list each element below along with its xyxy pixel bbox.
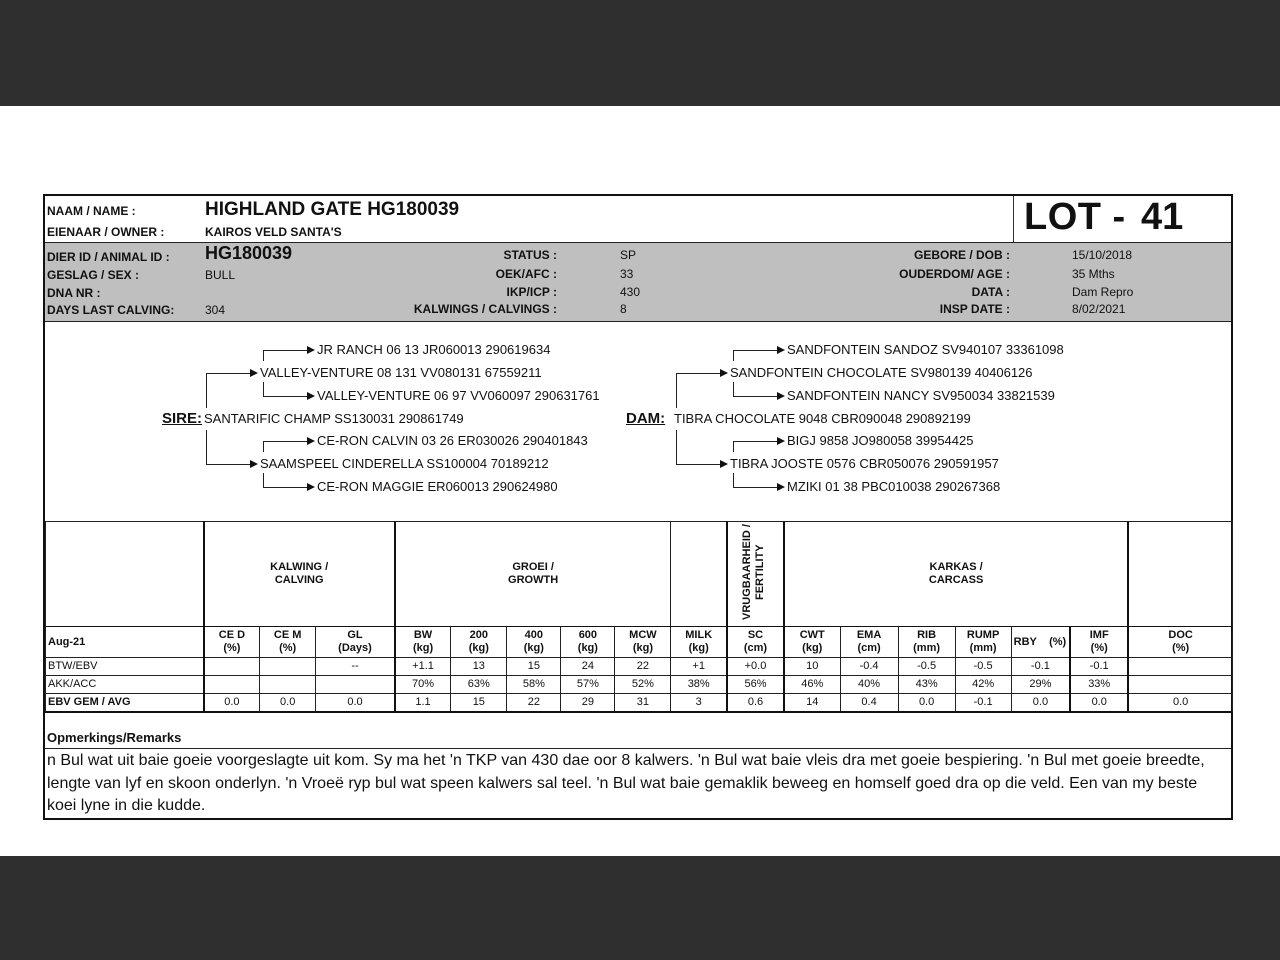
cell: 29 — [561, 694, 615, 713]
cell: +1.1 — [395, 658, 451, 676]
name-label: NAAM / NAME : — [47, 204, 136, 218]
column-header-row — [46, 627, 1233, 658]
icp-label: IKP/ICP : — [506, 285, 557, 299]
insp-date-label: INSP DATE : — [939, 302, 1010, 316]
age-value: 35 Mths — [1072, 267, 1115, 281]
cell: 0.6 — [727, 694, 784, 713]
dna-label: DNA NR : — [47, 286, 101, 300]
pedigree-section — [45, 321, 1231, 520]
sire-label: SIRE: — [162, 410, 203, 427]
row-label: AKK/ACC — [46, 676, 204, 694]
connector-line — [733, 441, 734, 452]
data-value: Dam Repro — [1072, 285, 1134, 299]
col-sc: SC (cm) — [727, 627, 784, 658]
col-imf: IMF (%) — [1070, 627, 1128, 658]
owner-value: KAIROS VELD SANTA'S — [205, 225, 342, 239]
connector-line — [263, 441, 307, 442]
arrow-right-icon — [720, 369, 728, 377]
sire-sire-dam-name: VALLEY-VENTURE 06 97 VV060097 290631761 — [317, 388, 600, 403]
lot-label: LOT - — [1024, 196, 1126, 238]
cell: 56% — [727, 676, 784, 694]
group-header-row — [46, 522, 1233, 627]
cell: 22 — [507, 694, 561, 713]
cell: 43% — [898, 676, 955, 694]
col-ce-d: CE D (%) — [204, 627, 260, 658]
col-rby: RBY (%) — [1011, 627, 1070, 658]
status-value: SP — [620, 248, 637, 262]
sex-label: GESLAG / SEX : — [47, 268, 140, 282]
dam-sire-name: SANDFONTEIN CHOCOLATE SV980139 40406126 — [730, 365, 1033, 380]
cell: 31 — [615, 694, 671, 713]
connector-line — [733, 473, 734, 487]
sire-dam-name: SAAMSPEEL CINDERELLA SS100004 70189212 — [260, 456, 549, 471]
cell: 58% — [507, 676, 561, 694]
arrow-right-icon — [777, 346, 785, 354]
cell: 10 — [784, 658, 840, 676]
arrow-right-icon — [777, 392, 785, 400]
table-row-ebv — [46, 658, 1233, 676]
connector-line — [263, 487, 307, 488]
connector-line — [263, 350, 307, 351]
group-empty-cell — [46, 522, 204, 627]
connector-line — [263, 382, 264, 396]
cell — [1128, 658, 1232, 676]
cell: 15 — [507, 658, 561, 676]
cell: 0.0 — [316, 694, 395, 713]
sire-dam-dam-name: CE-RON MAGGIE ER060013 290624980 — [317, 479, 558, 494]
group-carcass: KARKAS / CARCASS — [784, 522, 1128, 627]
lot-sheet — [43, 194, 1233, 820]
cell: 57% — [561, 676, 615, 694]
cell: -0.4 — [840, 658, 898, 676]
col-600: 600 (kg) — [561, 627, 615, 658]
cell: -0.1 — [1011, 658, 1070, 676]
afc-label: OEK/AFC : — [495, 267, 557, 281]
connector-line — [206, 373, 250, 374]
cell — [1128, 676, 1232, 694]
remarks-text: n Bul wat uit baie goeie voorgeslagte uit kom. Sy ma het 'n TKP van 430 dae oor 8 kalwers. 'n Bul wat baie vleis dra met goeie bespiering. 'n Bul met goeie breedte, lengte van lyf en skoon onderlyn. 'n Vroeë ryp bul wat speen kalwers sal teel. 'n Bul wat baie gemaklik beweeg en homself goed dra op die veld. Een van my beste koei lyne in die kudde. — [47, 752, 1205, 814]
lot-number: 41 — [1141, 196, 1184, 238]
group-fertility: VRUGBAARHEID / FERTILITY — [727, 522, 784, 627]
arrow-right-icon — [307, 483, 315, 491]
afc-value: 33 — [620, 267, 634, 281]
lot-box — [1013, 196, 1232, 242]
arrow-right-icon — [307, 437, 315, 445]
arrow-right-icon — [307, 346, 315, 354]
cell: 14 — [784, 694, 840, 713]
dob-value: 15/10/2018 — [1072, 248, 1133, 262]
group-doc-empty — [1128, 522, 1232, 627]
cell: 29% — [1011, 676, 1070, 694]
cell — [204, 658, 260, 676]
insp-date-value: 8/02/2021 — [1072, 302, 1126, 316]
connector-line — [733, 350, 734, 361]
connector-line — [263, 350, 264, 361]
dam-sire-sire-name: SANDFONTEIN SANDOZ SV940107 33361098 — [787, 342, 1064, 357]
cell: 46% — [784, 676, 840, 694]
sire-name: SANTARIFIC CHAMP SS130031 290861749 — [204, 411, 464, 426]
days-last-calving-value: 304 — [205, 303, 226, 317]
status-label: STATUS : — [503, 248, 557, 262]
calvings-value: 8 — [620, 302, 627, 316]
dam-dam-sire-name: BIGJ 9858 JO980058 39954425 — [787, 433, 974, 448]
animal-name: HIGHLAND GATE HG180039 — [205, 199, 460, 220]
col-cwt: CWT (kg) — [784, 627, 840, 658]
col-400: 400 (kg) — [507, 627, 561, 658]
cell: 0.0 — [204, 694, 260, 713]
dam-label: DAM: — [626, 410, 666, 427]
cell: 0.0 — [1070, 694, 1128, 713]
cell — [204, 676, 260, 694]
cell: 0.0 — [260, 694, 316, 713]
ebv-table — [45, 521, 1233, 713]
connector-line — [733, 487, 777, 488]
cell: +1 — [671, 658, 727, 676]
cell: -0.1 — [955, 694, 1011, 713]
col-milk: MILK (kg) — [671, 627, 727, 658]
dam-dam-name: TIBRA JOOSTE 0576 CBR050076 290591957 — [730, 456, 999, 471]
cell: 63% — [451, 676, 507, 694]
cell: -0.1 — [1070, 658, 1128, 676]
group-growth: GROEI / GROWTH — [395, 522, 671, 627]
calvings-label: KALWINGS / CALVINGS : — [413, 302, 557, 316]
arrow-right-icon — [720, 460, 728, 468]
col-ce-m: CE M (%) — [260, 627, 316, 658]
data-label: DATA : — [971, 285, 1010, 299]
cell: 70% — [395, 676, 451, 694]
cell: 33% — [1070, 676, 1128, 694]
sire-dam-sire-name: CE-RON CALVIN 03 26 ER030026 290401843 — [317, 433, 588, 448]
cell: 15 — [451, 694, 507, 713]
details-band — [45, 242, 1231, 322]
sire-sire-name: VALLEY-VENTURE 08 131 VV080131 67559211 — [260, 365, 542, 380]
connector-line — [733, 350, 777, 351]
cell: 0.0 — [1128, 694, 1232, 713]
days-last-calving-label: DAYS LAST CALVING: — [47, 303, 175, 317]
connector-line — [263, 396, 307, 397]
dob-label: GEBORE / DOB : — [913, 248, 1010, 262]
cell: 38% — [671, 676, 727, 694]
connector-line — [676, 464, 720, 465]
dam-sire-dam-name: SANDFONTEIN NANCY SV950034 33821539 — [787, 388, 1055, 403]
arrow-right-icon — [777, 437, 785, 445]
col-doc: DOC (%) — [1128, 627, 1232, 658]
cell — [260, 658, 316, 676]
owner-label: EIENAAR / OWNER : — [47, 225, 165, 239]
cell: 40% — [840, 676, 898, 694]
sire-sire-sire-name: JR RANCH 06 13 JR060013 290619634 — [317, 342, 551, 357]
cell: 0.0 — [1011, 694, 1070, 713]
col-bw: BW (kg) — [395, 627, 451, 658]
animal-id-value: HG180039 — [205, 243, 293, 263]
cell: -0.5 — [955, 658, 1011, 676]
sex-value: BULL — [205, 268, 236, 282]
row-label: BTW/EBV — [46, 658, 204, 676]
cell: +0.0 — [727, 658, 784, 676]
row-label: EBV GEM / AVG — [46, 694, 204, 713]
bottom-dark-band — [0, 856, 1280, 960]
dam-dam-dam-name: MZIKI 01 38 PBC010038 290267368 — [787, 479, 1001, 494]
col-rib: RIB (mm) — [898, 627, 955, 658]
cell: 0.0 — [898, 694, 955, 713]
col-gl: GL (Days) — [316, 627, 395, 658]
top-dark-band — [0, 0, 1280, 106]
cell — [316, 676, 395, 694]
cell: 42% — [955, 676, 1011, 694]
table-row-acc — [46, 676, 1233, 694]
animal-id-label: DIER ID / ANIMAL ID : — [47, 250, 170, 264]
connector-line — [733, 382, 734, 396]
connector-line — [676, 373, 677, 408]
cell: 24 — [561, 658, 615, 676]
col-rump: RUMP (mm) — [955, 627, 1011, 658]
arrow-right-icon — [250, 460, 258, 468]
connector-line — [733, 441, 777, 442]
cell: 1.1 — [395, 694, 451, 713]
col-ema: EMA (cm) — [840, 627, 898, 658]
icp-value: 430 — [620, 285, 641, 299]
date-label: Aug-21 — [46, 627, 204, 658]
connector-line — [733, 396, 777, 397]
cell: 22 — [615, 658, 671, 676]
arrow-right-icon — [307, 392, 315, 400]
cell: 0.4 — [840, 694, 898, 713]
connector-line — [206, 464, 250, 465]
cell: -- — [316, 658, 395, 676]
connector-line — [206, 430, 207, 465]
age-label: OUDERDOM/ AGE : — [899, 267, 1010, 281]
cell: 3 — [671, 694, 727, 713]
dam-name: TIBRA CHOCOLATE 9048 CBR090048 290892199 — [674, 411, 971, 426]
connector-line — [676, 373, 720, 374]
connector-line — [676, 430, 677, 465]
remarks-label: Opmerkings/Remarks — [47, 730, 182, 745]
group-calving: KALWING / CALVING — [204, 522, 395, 627]
cell: 52% — [615, 676, 671, 694]
arrow-right-icon — [250, 369, 258, 377]
col-200: 200 (kg) — [451, 627, 507, 658]
connector-line — [263, 441, 264, 452]
col-mcw: MCW (kg) — [615, 627, 671, 658]
arrow-right-icon — [777, 483, 785, 491]
cell: 13 — [451, 658, 507, 676]
connector-line — [263, 473, 264, 487]
cell — [260, 676, 316, 694]
cell: -0.5 — [898, 658, 955, 676]
remarks-divider — [45, 748, 1231, 749]
group-milk-empty — [671, 522, 727, 627]
connector-line — [206, 373, 207, 408]
table-row-avg — [46, 694, 1233, 713]
